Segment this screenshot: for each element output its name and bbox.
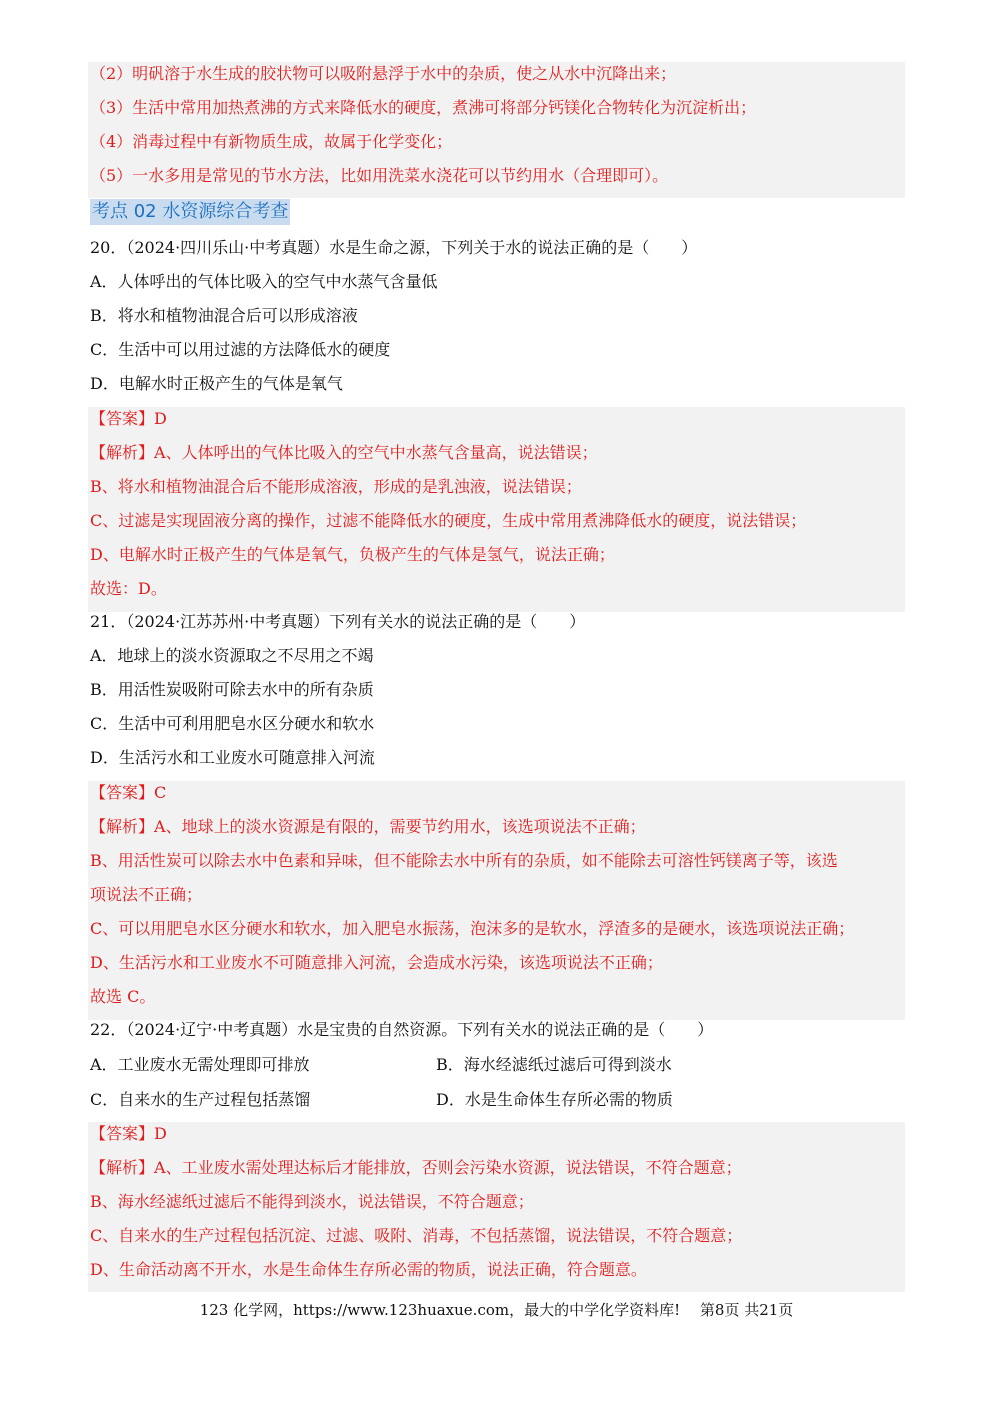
- analysis-text: A、地球上的淡水资源是有限的，需要节约用水，该选项说法不正确；: [154, 817, 646, 836]
- analysis-text: A、人体呼出的气体比吸入的空气中水蒸气含量高，说法错误；: [154, 443, 598, 462]
- explanation-line: （3）生活中常用加热煮沸的方式来降低水的硬度，煮沸可将部分钙镁化合物转化为沉淀析出；: [90, 98, 757, 117]
- page-footer: 123 化学网，https://www.123huaxue.com，最大的中学化学资料库! 第8页 共21页: [199, 1301, 794, 1319]
- question-21-option-b: B．用活性炭吸附可除去水中的所有杂质: [90, 680, 374, 699]
- section-heading: 考点 02 水资源综合考查: [90, 199, 290, 225]
- question-21-option-d: D．生活污水和工业废水可随意排入河流: [90, 748, 375, 767]
- answer-tag: 【答案】: [90, 1124, 155, 1143]
- analysis-tag: 【解析】: [90, 443, 155, 462]
- analysis-line: C、自来水的生产过程包括沉淀、过滤、吸附、消毒，不包括蒸馏，说法错误，不符合题意；: [90, 1226, 743, 1245]
- answer-tag: 【答案】: [90, 783, 155, 802]
- question-22-option-d: D．水是生命体生存所必需的物质: [436, 1090, 673, 1109]
- explanation-line: （5）一水多用是常见的节水方法，比如用洗菜水浇花可以节约用水（合理即可）。: [90, 166, 669, 185]
- analysis-line: 项说法不正确；: [90, 885, 203, 904]
- analysis-line: C、过滤是实现固液分离的操作，过滤不能降低水的硬度，生成中常用煮沸降低水的硬度，说法错误；: [90, 511, 807, 530]
- question-20-option-b: B．将水和植物油混合后可以形成溶液: [90, 306, 358, 325]
- analysis-line: B、将水和植物油混合后不能形成溶液，形成的是乳浊液，说法错误；: [90, 477, 582, 496]
- analysis-tag: 【解析】: [90, 1158, 155, 1177]
- question-21-option-a: A．地球上的淡水资源取之不尽用之不竭: [90, 646, 374, 665]
- explanation-line: （4）消毒过程中有新物质生成，故属于化学变化；: [90, 132, 453, 151]
- question-22-option-c: C．自来水的生产过程包括蒸馏: [90, 1090, 311, 1109]
- explanation-line: （2）明矾溶于水生成的胶状物可以吸附悬浮于水中的杂质，使之从水中沉降出来；: [90, 64, 677, 83]
- answer-line-22: [90, 1124, 167, 1144]
- analysis-line: C、可以用肥皂水区分硬水和软水，加入肥皂水振荡，泡沫多的是软水，浮渣多的是硬水，该选项说法正确；: [90, 919, 855, 938]
- question-22-option-b: B．海水经滤纸过滤后可得到淡水: [436, 1055, 672, 1074]
- question-20-option-d: D．电解水时正极产生的气体是氧气: [90, 374, 343, 393]
- analysis-line: 故选：D。: [90, 579, 167, 598]
- analysis-line: 故选 C。: [90, 987, 156, 1006]
- analysis-line: [90, 1158, 742, 1178]
- analysis-line: B、用活性炭可以除去水中色素和异味，但不能除去水中所有的杂质，如不能除去可溶性钙镁离子等，该选: [90, 851, 838, 870]
- answer-tag: 【答案】: [90, 409, 155, 428]
- question-20-option-c: C．生活中可以用过滤的方法降低水的硬度: [90, 340, 391, 359]
- analysis-tag: 【解析】: [90, 817, 155, 836]
- analysis-line: [90, 443, 598, 463]
- question-20-option-a: A．人体呼出的气体比吸入的空气中水蒸气含量低: [90, 272, 438, 291]
- analysis-line: B、海水经滤纸过滤后不能得到淡水，说法错误，不符合题意；: [90, 1192, 534, 1211]
- answer-value: D: [154, 1124, 167, 1143]
- answer-value: C: [154, 783, 167, 802]
- analysis-text: A、工业废水需处理达标后才能排放，否则会污染水资源，说法错误，不符合题意；: [154, 1158, 742, 1177]
- question-21-option-c: C．生活中可利用肥皂水区分硬水和软水: [90, 714, 375, 733]
- question-22-option-a: A．工业废水无需处理即可排放: [90, 1055, 310, 1074]
- answer-block-20: [88, 407, 905, 612]
- question-21-stem: 21．（2024·江苏苏州·中考真题）下列有关水的说法正确的是（ ）: [90, 612, 586, 631]
- answer-value: D: [154, 409, 167, 428]
- question-20-stem: 20．（2024·四川乐山·中考真题）水是生命之源，下列关于水的说法正确的是（ ）: [90, 238, 698, 257]
- answer-line-21: [90, 783, 166, 803]
- analysis-line: D、生命活动离不开水，水是生命体生存所必需的物质，说法正确，符合题意。: [90, 1260, 647, 1279]
- analysis-line: D、生活污水和工业废水不可随意排入河流，会造成水污染，该选项说法不正确；: [90, 953, 663, 972]
- analysis-line: D、电解水时正极产生的气体是氧气，负极产生的气体是氢气，说法正确；: [90, 545, 615, 564]
- question-22-stem: 22．（2024·辽宁·中考真题）水是宝贵的自然资源。下列有关水的说法正确的是（ ）: [90, 1020, 714, 1039]
- answer-line-20: [90, 409, 167, 429]
- analysis-line: [90, 817, 646, 837]
